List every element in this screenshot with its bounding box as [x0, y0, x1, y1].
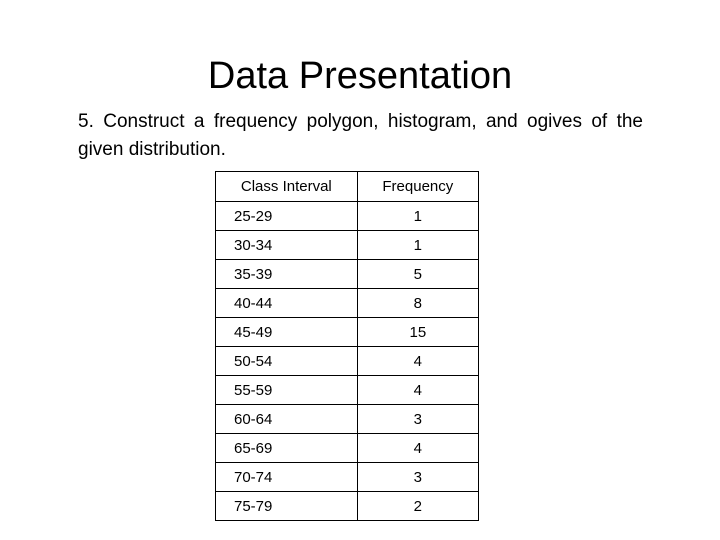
table-row — [216, 463, 479, 492]
class-interval-cell: 25-29 — [216, 202, 358, 231]
class-interval-cell: 60-64 — [216, 405, 358, 434]
frequency-cell: 3 — [357, 463, 478, 492]
table-row — [216, 347, 479, 376]
frequency-cell: 4 — [357, 434, 478, 463]
table-row — [216, 318, 479, 347]
frequency-cell: 4 — [357, 376, 478, 405]
table-row — [216, 405, 479, 434]
table-row — [216, 260, 479, 289]
frequency-cell: 5 — [357, 260, 478, 289]
frequency-cell: 1 — [357, 202, 478, 231]
frequency-cell: 1 — [357, 231, 478, 260]
class-interval-cell: 30-34 — [216, 231, 358, 260]
table-header-row — [216, 172, 479, 202]
frequency-cell: 8 — [357, 289, 478, 318]
frequency-cell: 3 — [357, 405, 478, 434]
class-interval-cell: 35-39 — [216, 260, 358, 289]
class-interval-cell: 55-59 — [216, 376, 358, 405]
table-body — [216, 202, 479, 521]
frequency-cell: 15 — [357, 318, 478, 347]
class-interval-cell: 40-44 — [216, 289, 358, 318]
frequency-cell: 2 — [357, 492, 478, 521]
table-row — [216, 231, 479, 260]
header-class-interval: Class Interval — [216, 172, 358, 202]
table-row — [216, 202, 479, 231]
header-frequency: Frequency — [357, 172, 478, 202]
table-row — [216, 289, 479, 318]
class-interval-cell: 50-54 — [216, 347, 358, 376]
class-interval-cell: 75-79 — [216, 492, 358, 521]
exercise-prompt: 5. Construct a frequency polygon, histogram, and ogives of the given distribution. — [78, 111, 643, 160]
table-row — [216, 376, 479, 405]
table-row — [216, 434, 479, 463]
class-interval-cell: 70-74 — [216, 463, 358, 492]
frequency-table — [215, 171, 479, 521]
frequency-cell: 4 — [357, 347, 478, 376]
slide-title: Data Presentation — [207, 55, 513, 97]
class-interval-cell: 45-49 — [216, 318, 358, 347]
table-row — [216, 492, 479, 521]
class-interval-cell: 65-69 — [216, 434, 358, 463]
